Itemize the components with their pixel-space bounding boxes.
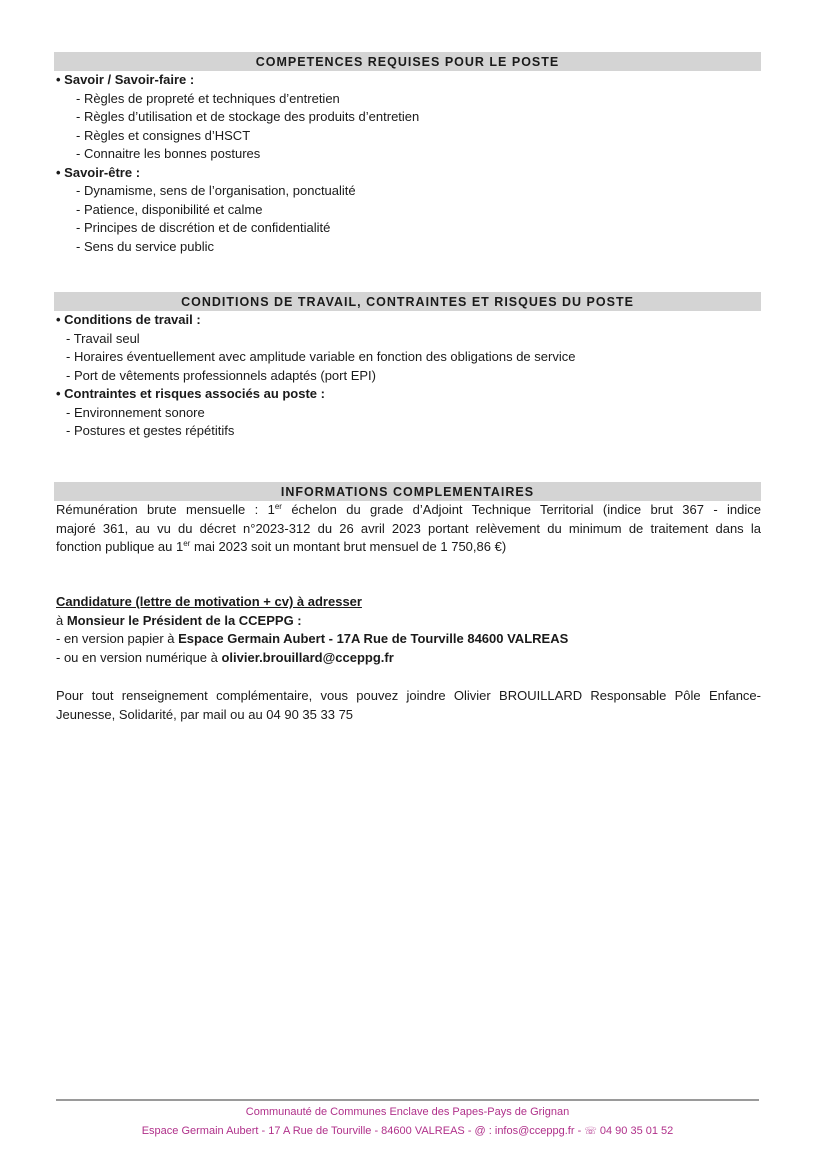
contact-line: Pour tout renseignement complémentaire, vous pouvez joindre Olivier BROUILLARD Responsable Pôle Enfance- <box>56 688 761 703</box>
bullet-heading: • Savoir-être : <box>56 164 141 180</box>
recipient-line: à Monsieur le Président de la CCEPPG : <box>56 612 302 628</box>
list-item: - Sens du service public <box>76 238 215 254</box>
competences-section <box>54 52 761 256</box>
list-item: - Postures et gestes répétitifs <box>66 423 235 438</box>
section-title: CONDITIONS DE TRAVAIL, CONTRAINTES ET RISQUES DU POSTE <box>54 292 761 311</box>
list-item: - Patience, disponibilité et calme <box>76 201 263 217</box>
bullet-heading: • Conditions de travail : <box>56 312 201 327</box>
paper-address-line: - en version papier à Espace Germain Aubert - 17A Rue de Tourville 84600 VALREAS <box>56 631 569 646</box>
footer-address: Espace Germain Aubert - 17 A Rue de Tourville - 84600 VALREAS - @ : infos@cceppg.fr - ☏ 04 90 35 01 52 <box>141 1125 674 1137</box>
section-title: INFORMATIONS COMPLEMENTAIRES <box>54 482 761 501</box>
list-item: - Connaitre les bonnes postures <box>76 146 261 161</box>
digital-address-line: - ou en version numérique à olivier.brouillard@cceppg.fr <box>56 649 394 665</box>
list-item: - Travail seul <box>66 330 140 346</box>
remuneration-line: Rémunération brute mensuelle : 1er échelon du grade d’Adjoint Technique Territorial (indice brut 367 - indice <box>56 502 761 517</box>
section-title: COMPETENCES REQUISES POUR LE POSTE <box>54 52 761 71</box>
infos-section <box>54 482 761 557</box>
remuneration-line: fonction publique au 1er mai 2023 soit un montant brut mensuel de 1 750,86 €) <box>56 539 507 554</box>
contact-section <box>54 687 761 724</box>
list-item: - Horaires éventuellement avec amplitude variable en fonction des obligations de service <box>66 349 576 364</box>
list-item: - Règles de propreté et techniques d’entretien <box>76 90 340 106</box>
list-item: - Règles d’utilisation et de stockage des produits d’entretien <box>76 109 420 124</box>
list-item: - Dynamisme, sens de l’organisation, ponctualité <box>76 183 356 198</box>
candidature-heading: Candidature (lettre de motivation + cv) à adresser <box>56 594 362 609</box>
footer-divider <box>56 1099 759 1101</box>
list-item: - Port de vêtements professionnels adaptés (port EPI) <box>66 367 376 383</box>
conditions-section <box>54 292 761 441</box>
email-link[interactable]: olivier.brouillard@cceppg.fr <box>221 649 394 665</box>
remuneration-line: majoré 361, au vu du décret n°2023-312 du 26 avril 2023 portant relèvement du minimum de traitement dans la <box>56 520 761 536</box>
candidature-section <box>54 593 761 667</box>
contact-line: Jeunesse, Solidarité, par mail ou au 04 90 35 33 75 <box>56 706 354 722</box>
footer-organisation: Communauté de Communes Enclave des Papes-Pays de Grignan <box>245 1106 570 1118</box>
bullet-heading: • Contraintes et risques associés au poste : <box>56 386 325 401</box>
phone-icon: ☏ <box>584 1126 597 1137</box>
list-item: - Environnement sonore <box>66 404 205 420</box>
list-item: - Règles et consignes d’HSCT <box>76 127 251 143</box>
bullet-heading: • Savoir / Savoir-faire : <box>56 72 195 87</box>
list-item: - Principes de discrétion et de confidentialité <box>76 220 331 235</box>
